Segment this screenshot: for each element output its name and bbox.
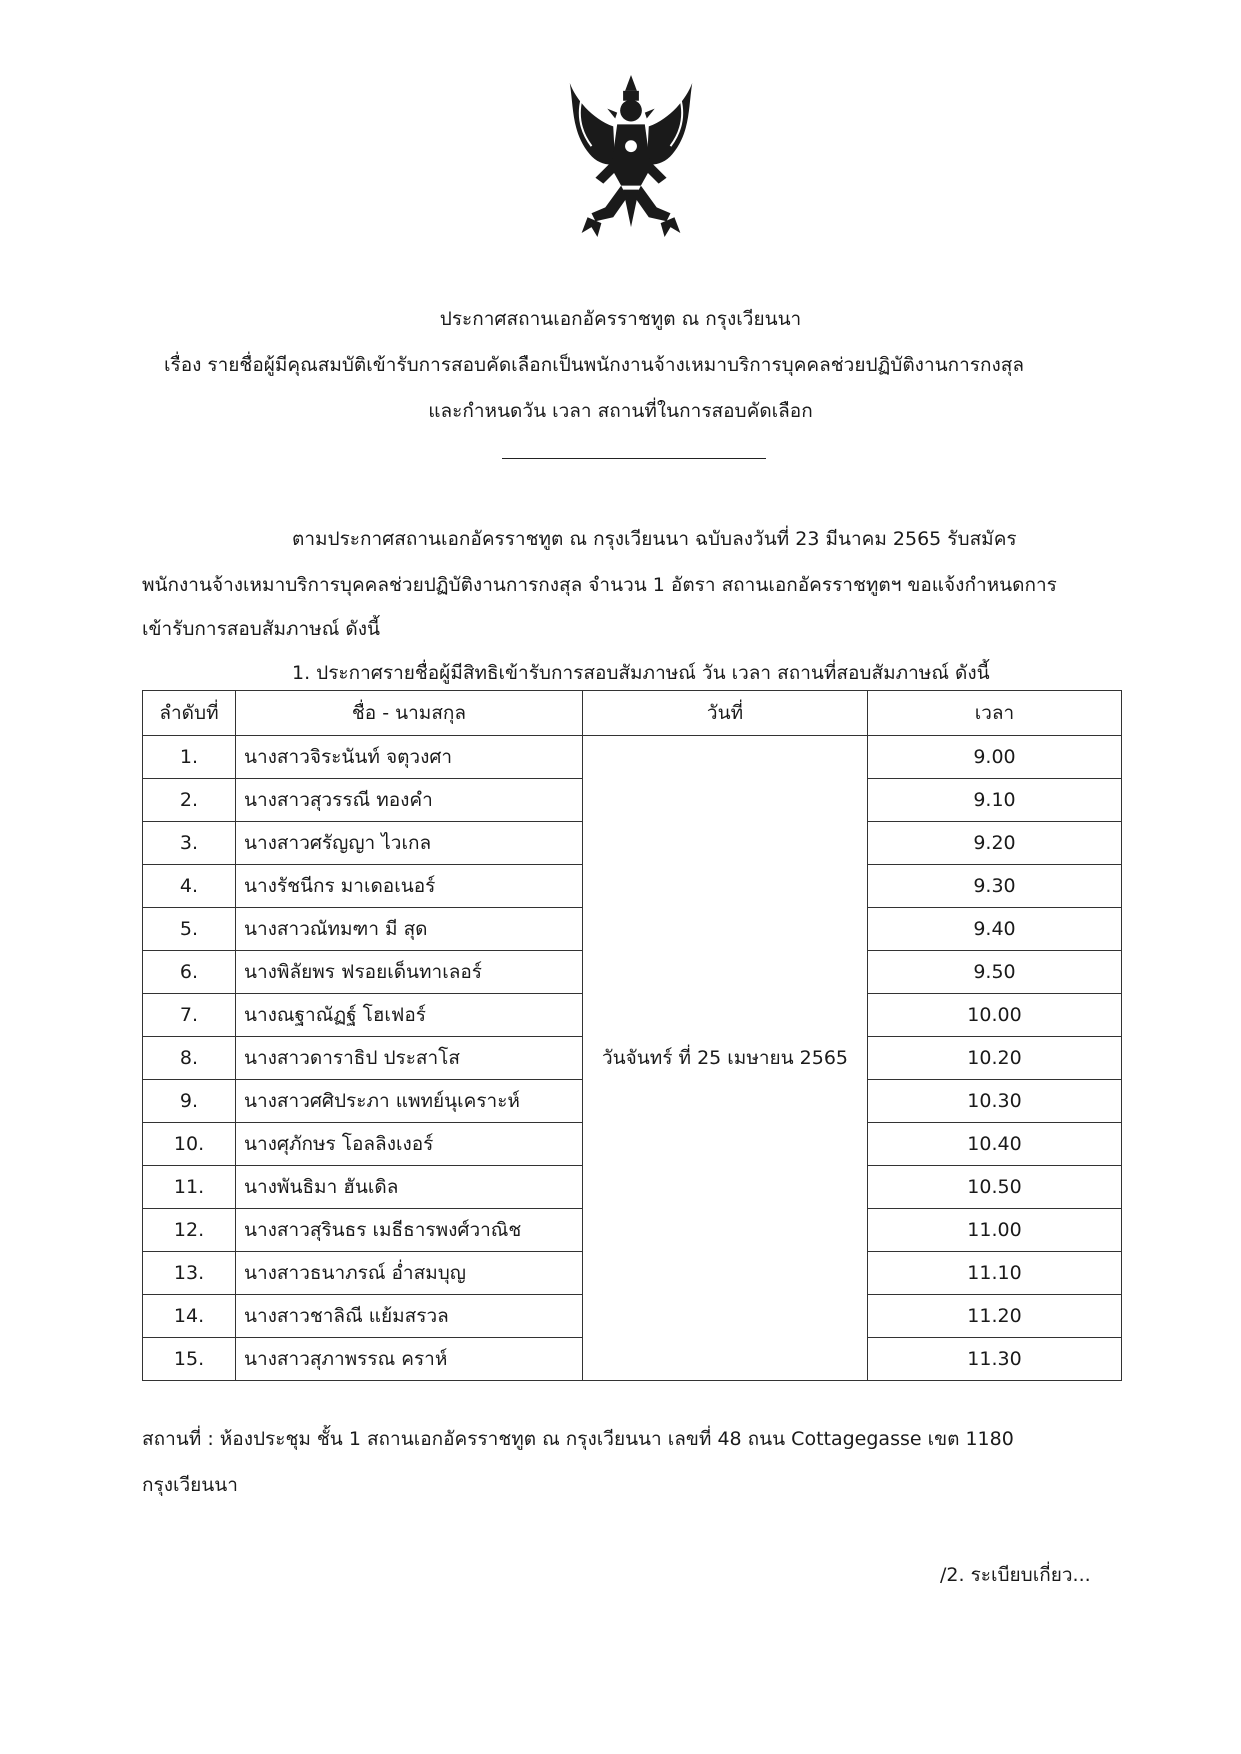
interview-schedule-table bbox=[142, 690, 1122, 1381]
row-name: นางรัชนีกร มาเดอเนอร์ bbox=[236, 865, 583, 908]
row-order: 12. bbox=[143, 1209, 236, 1252]
row-time: 9.40 bbox=[868, 908, 1122, 951]
row-order: 14. bbox=[143, 1295, 236, 1338]
row-order: 3. bbox=[143, 822, 236, 865]
row-name: นางพันธิมา ฮันเดิล bbox=[236, 1166, 583, 1209]
row-time: 10.00 bbox=[868, 994, 1122, 1037]
row-name: นางสาวธนาภรณ์ อ่ำสมบุญ bbox=[236, 1252, 583, 1295]
row-name: นางณฐาณัฏฐ์ โฮเฟอร์ bbox=[236, 994, 583, 1037]
venue-text: สถานที่ : ห้องประชุม ชั้น 1 สถานเอกอัครราชทูต ณ กรุงเวียนนา เลขที่ 48 ถนน Cottagegasse เขต 1180 bbox=[142, 1428, 1014, 1450]
row-time: 10.20 bbox=[868, 1037, 1122, 1080]
header-order: ลำดับที่ bbox=[143, 691, 236, 736]
table-row bbox=[143, 736, 1122, 779]
row-order: 9. bbox=[143, 1080, 236, 1123]
header-time: เวลา bbox=[868, 691, 1122, 736]
body-paragraph-line-3: เข้ารับการสอบสัมภาษณ์ ดังนี้ bbox=[142, 618, 380, 640]
header-name: ชื่อ - นามสกุล bbox=[236, 691, 583, 736]
row-order: 11. bbox=[143, 1166, 236, 1209]
row-time: 9.00 bbox=[868, 736, 1122, 779]
row-time: 11.30 bbox=[868, 1338, 1122, 1381]
row-time: 9.30 bbox=[868, 865, 1122, 908]
row-name: นางสาวสุวรรณี ทองคำ bbox=[236, 779, 583, 822]
row-order: 13. bbox=[143, 1252, 236, 1295]
row-time: 9.20 bbox=[868, 822, 1122, 865]
row-name: นางสาวศศิประภา แพทย์นุเคราะห์ bbox=[236, 1080, 583, 1123]
row-order: 7. bbox=[143, 994, 236, 1037]
header-date: วันที่ bbox=[583, 691, 868, 736]
row-name: นางสาวจิระนันท์ จตุวงศา bbox=[236, 736, 583, 779]
row-order: 6. bbox=[143, 951, 236, 994]
row-order: 10. bbox=[143, 1123, 236, 1166]
row-order: 8. bbox=[143, 1037, 236, 1080]
body-paragraph-line-2: พนักงานจ้างเหมาบริการบุคคลช่วยปฏิบัติงานการกงสุล จำนวน 1 อัตรา สถานเอกอัครราชทูตฯ ขอแจ้งกำหนดการ bbox=[142, 574, 1057, 596]
page-title: ประกาศสถานเอกอัครราชทูต ณ กรุงเวียนนา bbox=[439, 308, 802, 330]
row-name: นางสาวณัทมฑา มี สุด bbox=[236, 908, 583, 951]
subject-line: เรื่อง รายชื่อผู้มีคุณสมบัติเข้ารับการสอบคัดเลือกเป็นพนักงานจ้างเหมาบริการบุคคลช่วยปฏิบัติงานการกงสุล bbox=[164, 354, 1025, 376]
title-divider bbox=[502, 458, 766, 459]
continued-marker: /2. ระเบียบเกี่ยว... bbox=[940, 1564, 1091, 1586]
row-time: 9.50 bbox=[868, 951, 1122, 994]
row-time: 9.10 bbox=[868, 779, 1122, 822]
row-name: นางสาวสุภาพรรณ คราห์ bbox=[236, 1338, 583, 1381]
interview-date: วันจันทร์ ที่ 25 เมษายน 2565 bbox=[583, 736, 868, 1381]
row-order: 2. bbox=[143, 779, 236, 822]
subject-continuation: และกำหนดวัน เวลา สถานที่ในการสอบคัดเลือก bbox=[428, 400, 813, 422]
row-name: นางพิลัยพร ฟรอยเด็นทาเลอร์ bbox=[236, 951, 583, 994]
row-time: 10.40 bbox=[868, 1123, 1122, 1166]
row-time: 11.10 bbox=[868, 1252, 1122, 1295]
row-name: นางสาวดาราธิป ประสาโส bbox=[236, 1037, 583, 1080]
venue-text-continuation: กรุงเวียนนา bbox=[142, 1474, 238, 1496]
row-time: 11.20 bbox=[868, 1295, 1122, 1338]
row-order: 15. bbox=[143, 1338, 236, 1381]
row-time: 10.50 bbox=[868, 1166, 1122, 1209]
table-header-row bbox=[143, 691, 1122, 736]
body-paragraph-line-1: ตามประกาศสถานเอกอัครราชทูต ณ กรุงเวียนนา ฉบับลงวันที่ 23 มีนาคม 2565 รับสมัคร bbox=[292, 528, 1017, 550]
row-order: 5. bbox=[143, 908, 236, 951]
item-1-heading: 1. ประกาศรายชื่อผู้มีสิทธิเข้ารับการสอบสัมภาษณ์ วัน เวลา สถานที่สอบสัมภาษณ์ ดังนี้ bbox=[292, 662, 990, 684]
row-order: 4. bbox=[143, 865, 236, 908]
row-order: 1. bbox=[143, 736, 236, 779]
row-time: 11.00 bbox=[868, 1209, 1122, 1252]
row-name: นางสาวชาลิณี แย้มสรวล bbox=[236, 1295, 583, 1338]
row-time: 10.30 bbox=[868, 1080, 1122, 1123]
row-name: นางสาวศรัญญา ไวเกล bbox=[236, 822, 583, 865]
row-name: นางศุภักษร โอลลิงเงอร์ bbox=[236, 1123, 583, 1166]
garuda-emblem-icon bbox=[552, 68, 710, 248]
row-name: นางสาวสุรินธร เมธีธารพงศ์วาณิช bbox=[236, 1209, 583, 1252]
